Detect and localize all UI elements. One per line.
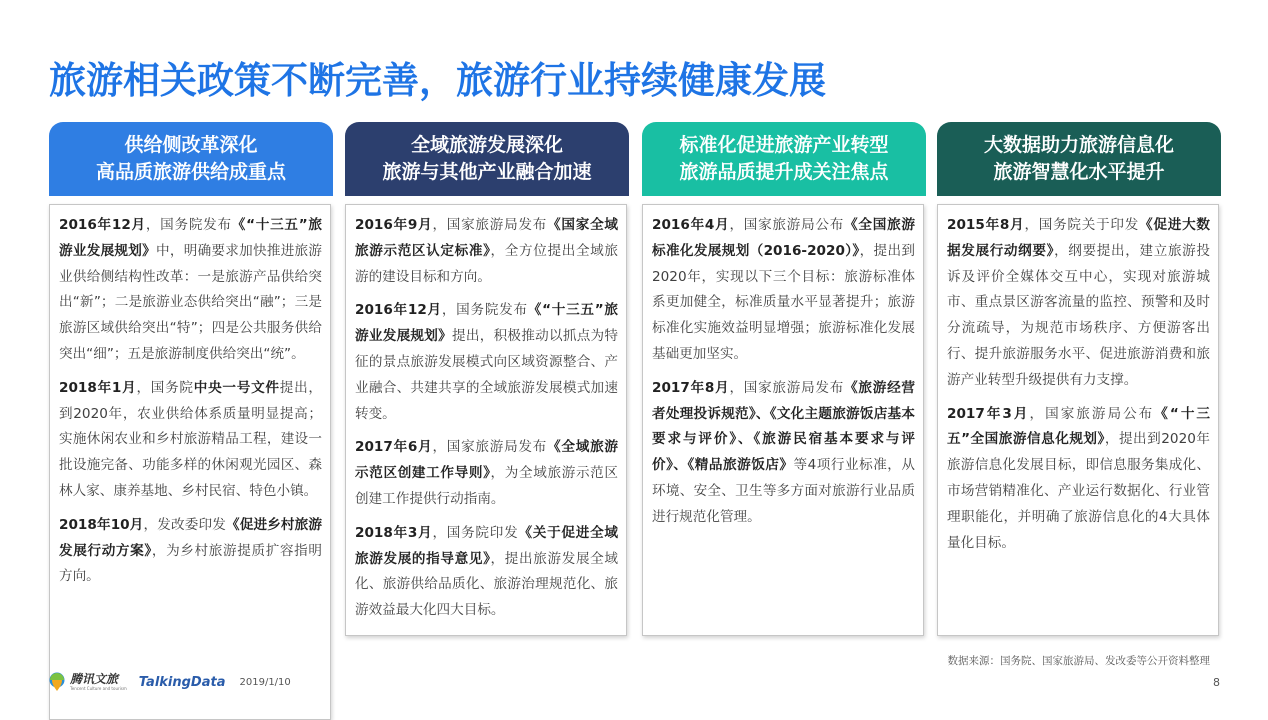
policy-text: ，提出旅游发展全域化、旅游供给品质化、旅游治理规范化、旅游效益最大化四大目标。 bbox=[355, 550, 619, 619]
policy-column-standardization bbox=[642, 122, 926, 525]
policy-highlight: 2016年4月 bbox=[652, 217, 730, 233]
column-body bbox=[642, 204, 924, 636]
policy-highlight: 《全域旅游示范区创建工作导则》 bbox=[355, 439, 619, 482]
policy-text: ，国家旅游局发布 bbox=[432, 439, 548, 456]
policy-text: ，国家旅游局公布 bbox=[729, 217, 845, 233]
policy-paragraph bbox=[652, 213, 915, 368]
policy-highlight: 《“十三五”旅游业发展规划》 bbox=[59, 217, 322, 259]
policy-text: ，全方位提出全域旅游的建设目标和方向。 bbox=[355, 242, 619, 285]
policy-highlight: 《“十三五”旅游业发展规划》 bbox=[355, 302, 618, 345]
policy-highlight: 《促进大数据发展行动纲要》 bbox=[947, 217, 1211, 259]
policy-highlight: 2015年8月 bbox=[947, 217, 1025, 233]
data-source-note: 数据来源：国务院、国家旅游局、发改委等公开资料整理 bbox=[947, 655, 1210, 667]
policy-paragraph bbox=[947, 213, 1210, 394]
column-header bbox=[49, 122, 333, 196]
page-title: 旅游相关政策不断完善，旅游行业持续健康发展 bbox=[49, 59, 826, 102]
policy-highlight: 《“十三五”全国旅游信息化规划》 bbox=[947, 405, 1211, 448]
policy-text: ，国家旅游局发布 bbox=[432, 217, 548, 233]
policy-text: 等4项行业标准，从环境、安全、卫生等多方面对旅游行业品质进行规范化管理。 bbox=[652, 457, 915, 525]
policy-highlight: 2017年6月 bbox=[355, 439, 433, 456]
footer-date: 2019/1/10 bbox=[239, 676, 291, 688]
policy-highlight: 2017年3月 bbox=[947, 405, 1030, 422]
policy-paragraph bbox=[59, 376, 322, 505]
policy-highlight: 2017年8月 bbox=[652, 379, 730, 396]
policy-text: 中，明确要求加快推进旅游业供给侧结构性改革：一是旅游产品供给突出“新”；二是旅游业态供给突出“融”；三是旅游区域供给突出“特”；四是公共服务供给突出“细”；五是旅游制度供给突出“统”。 bbox=[59, 242, 323, 362]
policy-highlight: 《促进乡村旅游发展行动方案》 bbox=[59, 516, 322, 559]
column-header-line2: 旅游品质提升成关注焦点 bbox=[679, 161, 889, 183]
policy-text: ，国务院印发 bbox=[432, 524, 519, 541]
tencent-tourism-logo-icon bbox=[48, 672, 66, 692]
policy-highlight: 2018年1月 bbox=[59, 379, 137, 396]
policy-text: ，提出到2020年旅游信息化发展目标，即信息服务集成化、市场营销精准化、产业运行数据化、行业管理职能化，并明确了旅游信息化的4大具体量化目标。 bbox=[947, 431, 1210, 551]
policy-paragraph bbox=[355, 298, 618, 427]
footer-branding bbox=[48, 672, 291, 692]
column-body bbox=[49, 204, 331, 720]
policy-paragraph bbox=[652, 376, 915, 531]
policy-text: ，国务院发布 bbox=[145, 217, 232, 233]
column-header-line2: 旅游与其他产业融合加速 bbox=[382, 161, 592, 183]
policy-highlight: 《旅游经营者处理投诉规范》、《文化主题旅游饭店基本要求与评价》、《旅游民宿基本要求与评价》、《精品旅游饭店》 bbox=[652, 379, 916, 474]
policy-column-big-data bbox=[937, 122, 1221, 551]
column-header-line1: 大数据助力旅游信息化 bbox=[983, 134, 1174, 156]
policy-paragraph bbox=[355, 521, 618, 624]
column-header-line2: 高品质旅游供给成重点 bbox=[95, 161, 286, 183]
policy-paragraph bbox=[59, 213, 322, 368]
policy-highlight: 中央一号文件 bbox=[193, 379, 280, 396]
policy-highlight: 《全国旅游标准化发展规划（2016-2020）》 bbox=[652, 217, 916, 259]
policy-highlight: 2016年12月 bbox=[59, 217, 146, 233]
policy-text: ，国务院关于印发 bbox=[1024, 217, 1140, 233]
logo-subtext: Tencent Culture and tourism bbox=[70, 686, 127, 691]
policy-text: ，国务院 bbox=[136, 379, 194, 396]
column-header-line1: 标准化促进旅游产业转型 bbox=[679, 134, 889, 156]
column-body bbox=[345, 204, 627, 636]
policy-text: ，为全域旅游示范区创建工作提供行动指南。 bbox=[355, 465, 619, 507]
page-number: 8 bbox=[1213, 676, 1220, 689]
talkingdata-logo: TalkingData bbox=[138, 674, 226, 690]
policy-text: ，国家旅游局公布 bbox=[1029, 405, 1155, 422]
column-header-line1: 供给侧改革深化 bbox=[124, 134, 258, 156]
policy-text: ，纲要提出，建立旅游投诉及评价全媒体交互中心，实现对旅游城市、重点景区游客流量的监控、预警和及时分流疏导，为规范市场秩序、方便游客出行、提升旅游服务水平、促进旅游消费和旅游产业转型升级提供有力支撑。 bbox=[947, 242, 1211, 388]
column-header-line2: 旅游智慧化水平提升 bbox=[993, 161, 1165, 183]
policy-paragraph bbox=[355, 213, 618, 290]
column-header bbox=[345, 122, 629, 196]
policy-text: ，为乡村旅游提质扩容指明方向。 bbox=[59, 542, 323, 585]
policy-highlight: 2016年9月 bbox=[355, 217, 433, 233]
column-header bbox=[937, 122, 1221, 196]
policy-text: ，国务院发布 bbox=[441, 302, 528, 319]
policy-column-all-region-tourism bbox=[345, 122, 629, 619]
policy-paragraph bbox=[947, 402, 1210, 557]
policy-highlight: 《国家全域旅游示范区认定标准》 bbox=[355, 217, 619, 259]
policy-paragraph bbox=[355, 435, 618, 512]
policy-highlight: 2018年3月 bbox=[355, 524, 433, 541]
policy-column-supply-side bbox=[49, 122, 333, 585]
tencent-tourism-logo bbox=[70, 673, 127, 691]
policy-highlight: 2016年12月 bbox=[355, 302, 442, 319]
column-header bbox=[642, 122, 926, 196]
policy-text: 提出，积极推动以抓点为特征的景点旅游发展模式向区域资源整合、产业融合、共建共享的全域旅游发展模式加速转变。 bbox=[355, 328, 619, 422]
policy-text: ，提出到2020年，实现以下三个目标：旅游标准体系更加健全，标准质量水平显著提升；旅游标准化实施效益明显增强；旅游标准化发展基础更加坚实。 bbox=[652, 242, 916, 362]
policy-highlight: 2018年10月 bbox=[59, 516, 144, 533]
policy-text: ，发改委印发 bbox=[143, 516, 226, 533]
column-header-line1: 全域旅游发展深化 bbox=[410, 134, 563, 156]
policy-paragraph bbox=[59, 513, 322, 590]
logo-text: 腾讯文旅 bbox=[70, 672, 119, 686]
policy-text: ，国家旅游局发布 bbox=[729, 379, 845, 396]
column-body bbox=[937, 204, 1219, 636]
policy-highlight: 《关于促进全域旅游发展的指导意见》 bbox=[355, 524, 619, 567]
policy-text: 提出，到2020年，农业供给体系质量明显提高；实施休闲农业和乡村旅游精品工程，建设一批设施完备、功能多样的休闲观光园区、森林人家、康养基地、乡村民宿、特色小镇。 bbox=[59, 379, 323, 499]
